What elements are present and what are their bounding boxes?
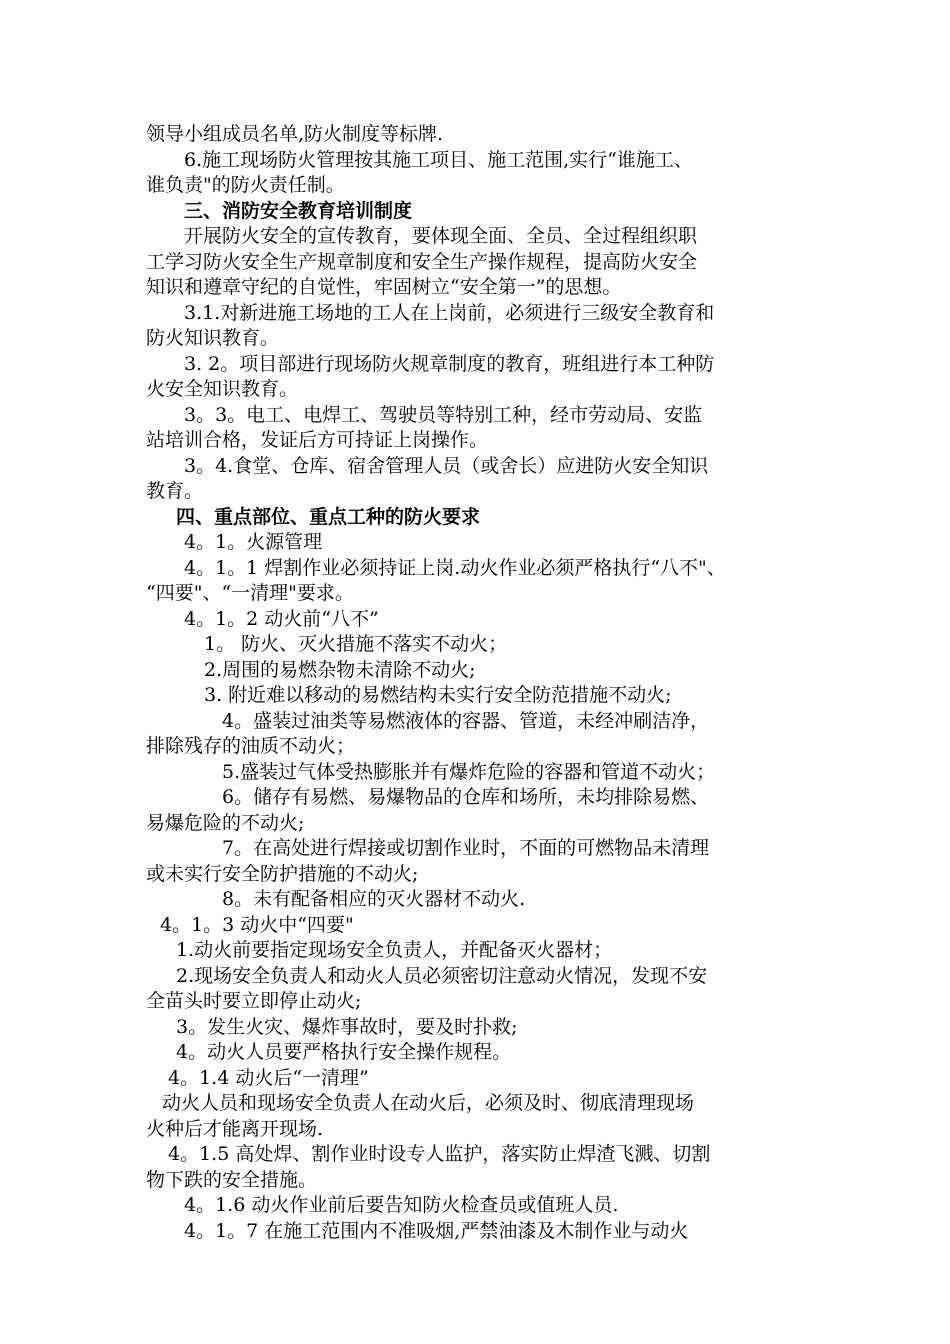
text-line: 动火人员和现场安全负责人在动火后，必须及时、彻底清理现场 <box>162 1092 695 1114</box>
text-line: 7。在高处进行焊接或切割作业时，不面的可燃物品未清理 <box>222 837 710 859</box>
text-line: 物下跌的安全措施。 <box>146 1168 318 1191</box>
text-line: 6。储存有易燃、易爆物品的仓库和场所，未均排除易燃、 <box>222 786 710 808</box>
text-line: 火种后才能离开现场. <box>146 1117 324 1140</box>
text-line: 3.1.对新进施工场地的工人在上岗前，必须进行三级安全教育和 <box>184 301 715 324</box>
text-line: 4。1。7 在施工范围内不准吸烟,严禁油漆及木制作业与动火 <box>184 1219 689 1242</box>
text-line: 3。3。电工、电焊工、驾驶员等特别工种，经市劳动局、安监 <box>184 403 703 426</box>
text-line: 领导小组成员名单,防火制度等标牌. <box>146 123 444 145</box>
text-line: 防火知识教育。 <box>146 327 280 349</box>
section-heading: 四、重点部位、重点工种的防火要求 <box>176 505 481 528</box>
text-line: 全苗头时要立即停止动火; <box>146 990 362 1012</box>
text-line: 3. 2。项目部进行现场防火规章制度的教育，班组进行本工种防 <box>184 352 715 375</box>
text-line: 1.动火前要指定现场安全负责人，并配备灭火器材； <box>176 939 613 961</box>
text-line: 4。1。2 动火前“八不” <box>184 607 379 630</box>
text-line: 2.现场安全负责人和动火人员必须密切注意动火情况，发现不安 <box>176 964 708 987</box>
text-line: 4。1.4 动火后“一清理” <box>168 1066 369 1089</box>
text-line: 3. 附近难以移动的易燃结构未实行安全防范措施不动火; <box>204 684 672 706</box>
text-line: 8。未有配备相应的灭火器材不动火. <box>222 888 526 910</box>
text-line: 谁负责"的防火责任制。 <box>146 174 345 196</box>
text-line: 4。动火人员要严格执行安全操作规程。 <box>176 1041 512 1063</box>
text-line: 易爆危险的不动火; <box>146 811 305 834</box>
text-line: 工学习防火安全生产规章制度和安全生产操作规程，提高防火安全 <box>146 250 698 273</box>
text-line: 1。 防火、灭火措施不落实不动火； <box>204 633 508 655</box>
section-heading: 三、消防安全教育培训制度 <box>184 199 413 222</box>
text-line: 4。盛装过油类等易燃液体的容器、管道，未经冲刷洁净， <box>222 709 710 732</box>
text-line: 开展防火安全的宣传教育，要体现全面、全员、全过程组织职 <box>184 225 698 247</box>
text-line: 4。1.5 高处焊、割作业时设专人监护，落实防止焊渣飞溅、切割 <box>168 1143 711 1165</box>
text-line: 排除残存的油质不动火； <box>146 735 356 757</box>
text-line: 2.周围的易燃杂物未清除不动火; <box>204 658 476 681</box>
text-line: 3。发生火灾、爆炸事故时，要及时扑救; <box>176 1015 518 1038</box>
document-body <box>146 122 811 1244</box>
text-line: 4。1。火源管理 <box>184 531 323 553</box>
text-line: 站培训合格，发证后方可持证上岗操作。 <box>146 429 489 451</box>
text-line: 3。4.食堂、仓库、宿舍管理人员（或舍长）应进防火安全知识 <box>184 454 709 477</box>
text-line: 知识和遵章守纪的自觉性，牢固树立“安全第一”的思想。 <box>146 276 622 298</box>
text-line: 4。1.6 动火作业前后要告知防火检查员或值班人员. <box>184 1194 619 1216</box>
text-line: 火安全知识教育。 <box>146 378 299 400</box>
text-line: 4。1。3 动火中“四要" <box>160 913 354 936</box>
text-line: 5.盛装过气体受热膨胀并有爆炸危险的容器和管道不动火； <box>222 760 716 783</box>
text-line: “四要"、“一清理"要求。 <box>146 582 354 604</box>
text-line: 教育。 <box>146 480 204 502</box>
text-line: 或未实行安全防护措施的不动火; <box>146 862 419 885</box>
text-line: 6.施工现场防火管理按其施工项目、施工范围,实行“谁施工、 <box>184 148 693 171</box>
text-line: 4。1。1 焊割作业必须持证上岗.动火作业必须严格执行“八不"、 <box>184 556 726 579</box>
